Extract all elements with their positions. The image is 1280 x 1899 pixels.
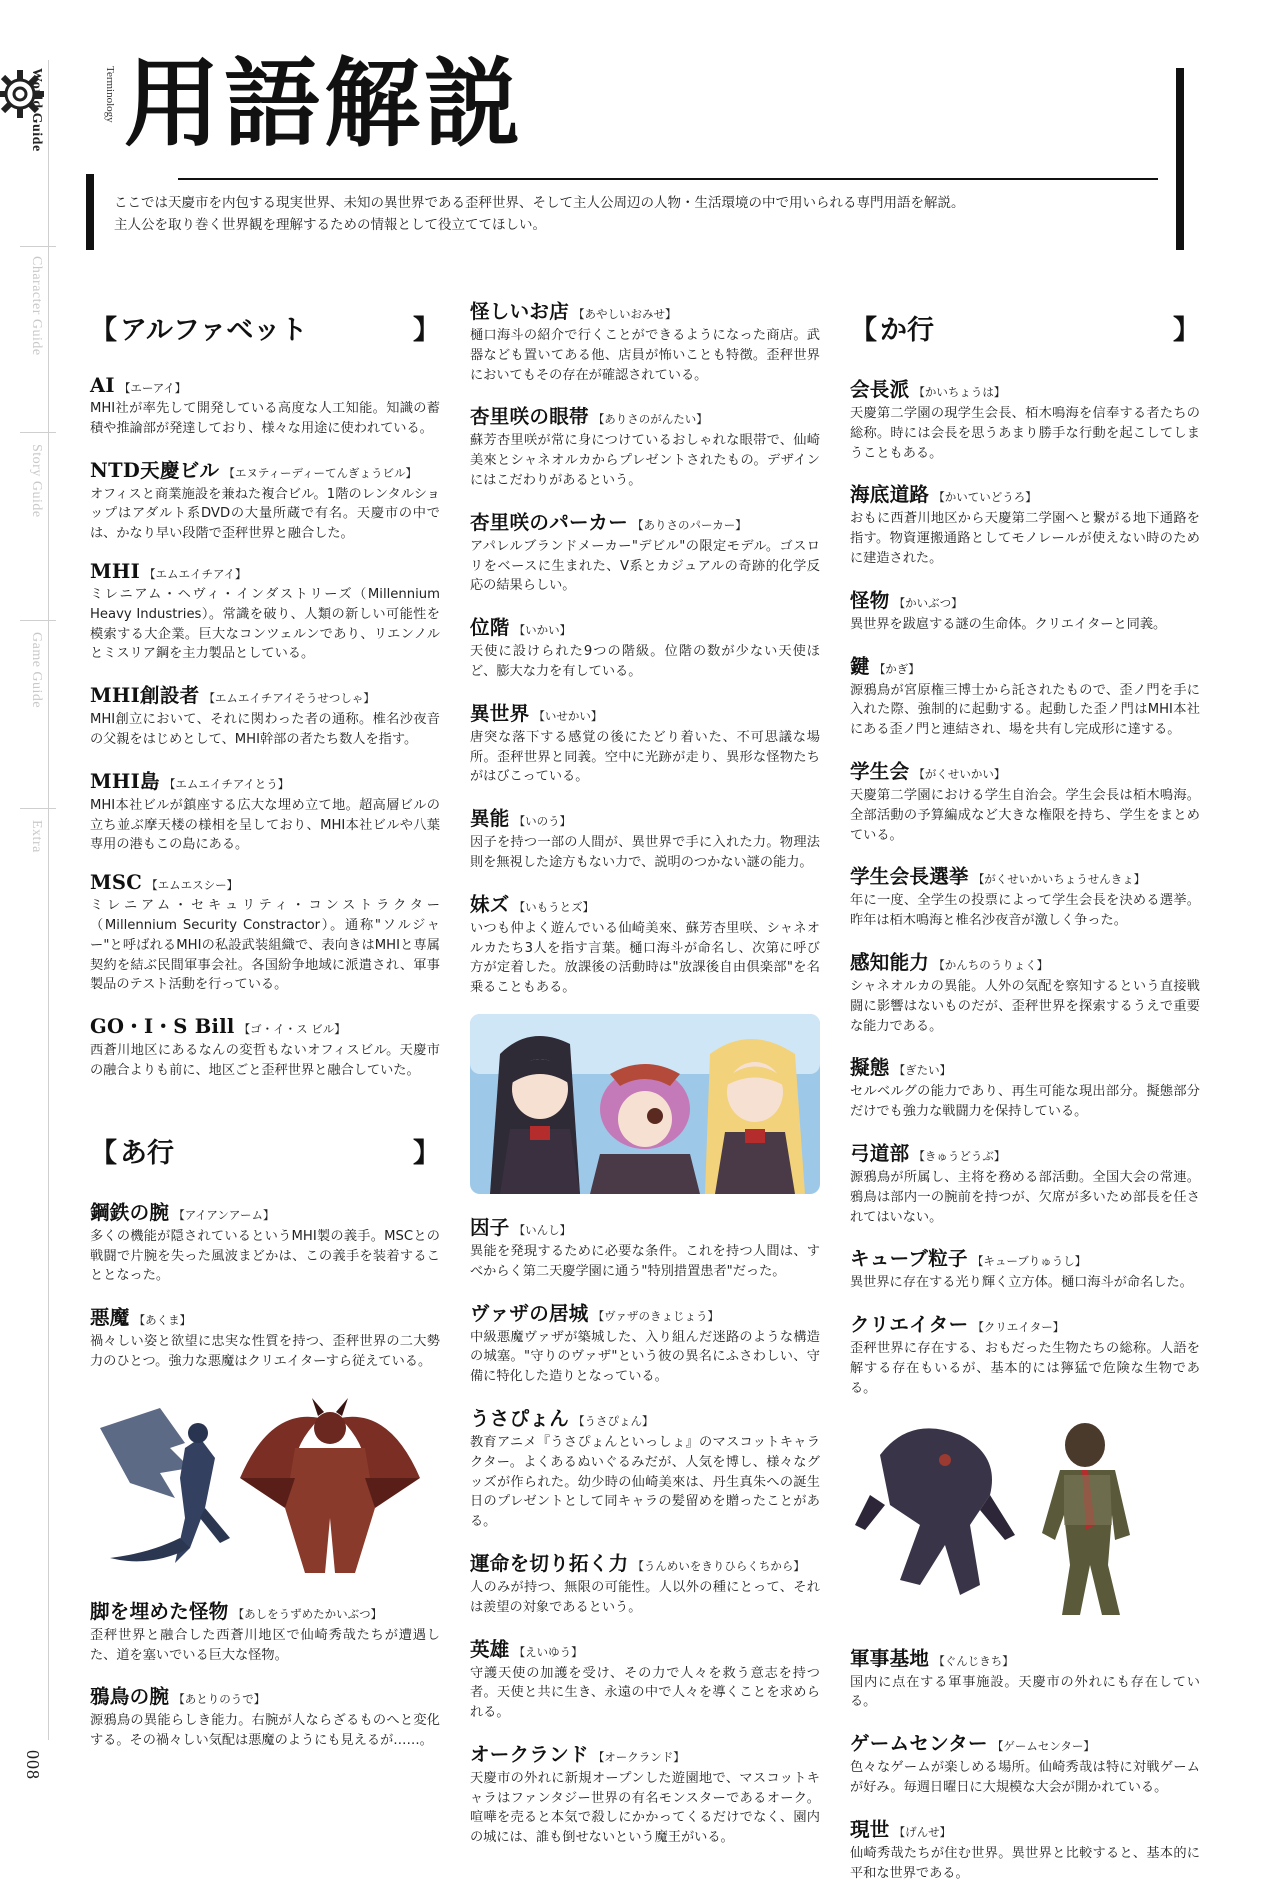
entry-description: セルベルグの能力であり、再生可能な現出部分。擬態部分だけでも強力な戦闘力を保持している。 [850, 1084, 1200, 1120]
term-list-col2-1 [470, 296, 820, 998]
entry-term: MHI [90, 559, 141, 583]
entry-reading: 【がくせいかいちょうせんきょ】 [972, 872, 1146, 887]
glossary-entry [470, 803, 820, 873]
entry-term: 鋼鉄の腕 [90, 1200, 170, 1224]
entry-description: MHI創立において、それに関わった者の通称。椎名沙夜音の父親をはじめとして、MHI幹部の者たち数人を指す。 [90, 712, 440, 747]
entry-heading [470, 1298, 820, 1326]
glossary-entry [470, 1739, 820, 1848]
entry-term: MHI島 [90, 769, 160, 793]
entry-term: 異能 [470, 807, 510, 831]
demon-illustration [90, 1388, 440, 1578]
entry-term: 怪物 [850, 588, 890, 612]
header-bar-left [86, 174, 94, 250]
entry-heading [850, 651, 1200, 679]
nav-character-guide[interactable]: Character Guide [29, 256, 44, 356]
term-list-col2-2 [470, 1212, 820, 1848]
entry-description: 源鴉鳥が所属し、主将を務める部活動。全国大会の常連。鴉鳥は部内一の腕前を持つが、欠席が多いため部長を任されてはいない。 [850, 1169, 1200, 1225]
entry-term: ヴァザの居城 [470, 1301, 589, 1325]
entry-reading: 【キューブりゅうし】 [971, 1254, 1087, 1269]
nav-world-guide[interactable]: World Guide [29, 68, 44, 152]
entry-reading: 【ぐんじきち】 [933, 1653, 1014, 1668]
entry-heading [850, 374, 1200, 402]
glossary-entry [470, 698, 820, 787]
entry-description: 蘇芳杏里咲が常に身につけているおしゃれな眼帯で、仙崎美來とシャネオルカからプレゼントされたもの。デザインにはこだわりがあるという。 [470, 433, 820, 488]
glossary-entry [90, 680, 440, 750]
entry-term: 妹ズ [470, 892, 510, 916]
entry-heading [90, 1197, 440, 1225]
entry-reading: 【うんめいをきりひらくちから】 [632, 1558, 805, 1573]
section-header-ka-row [850, 304, 1200, 344]
nav-game-guide[interactable]: Game Guide [29, 632, 44, 709]
entry-heading [470, 803, 820, 831]
entry-description: 源鴉鳥の異能らしき能力。右腕が人ならざるものへと変化する。その禍々しい気配は悪魔のようにも見えるが……。 [90, 1713, 440, 1749]
entry-heading [850, 861, 1200, 889]
entry-reading: 【かぎ】 [873, 661, 920, 676]
nav-divider [20, 432, 56, 433]
column-1 [90, 300, 440, 1767]
entry-description: 守護天使の加護を受け、その力で人々を救う意志を持つ者。天使と共に生き、永遠の中で人々を導くことを求められる。 [470, 1665, 820, 1721]
entry-description: ミレニアム・ヘヴィ・インダストリーズ（Millennium Heavy Industries）。常識を破り、人類の新しい可能性を模索する大企業。巨大なコンツェルンであり、リエンノルとミスリア鋼を主力製品としている。 [90, 586, 440, 662]
entry-heading [90, 680, 440, 708]
entry-heading [470, 1212, 820, 1240]
glossary-entry [470, 507, 820, 596]
entry-heading [850, 1728, 1200, 1756]
entry-term: 位階 [470, 616, 510, 640]
entry-heading [850, 1052, 1200, 1080]
entry-term: MHI創設者 [90, 684, 200, 708]
term-list-a-row-1 [90, 1197, 440, 1372]
entry-description: 西蒼川地区にあるなんの変哲もないオフィスビル。天慶市の融合よりも前に、地区ごと歪秤世界と融合していた。 [90, 1043, 440, 1078]
glossary-entry [850, 374, 1200, 463]
entry-term: ゲームセンター [850, 1732, 988, 1756]
entry-description: 因子を持つ一部の人間が、異世界で手に入れた力。物理法則を無視した途方もない力で、説明のつかない謎の能力。 [470, 835, 820, 870]
entry-term: 会長派 [850, 378, 910, 401]
entry-term: 感知能力 [850, 950, 930, 974]
entry-heading [850, 1309, 1200, 1337]
entry-heading [470, 889, 820, 917]
entry-reading: 【エムエイチアイ】 [144, 566, 247, 581]
page-title: 用語解説 [124, 47, 524, 160]
entry-reading: 【ありさのパーカー】 [632, 517, 747, 532]
entry-term: 杏里咲のパーカー [470, 510, 629, 534]
entry-term: 現世 [850, 1817, 890, 1841]
entry-reading: 【ゴ・イ・ス ビル】 [238, 1022, 346, 1037]
entry-reading: 【オークランド】 [592, 1749, 685, 1764]
entry-description: 仙崎秀哉たちが住む世界。異世界と比較すると、基本的に平和な世界である。 [850, 1845, 1200, 1881]
entry-term: 運命を切り拓く力 [470, 1551, 629, 1575]
entry-heading [90, 1302, 440, 1330]
entry-heading [470, 1548, 820, 1576]
entry-reading: 【あしをうずめたかいぶつ】 [232, 1606, 383, 1621]
entry-reading: 【かいていどうろ】 [933, 490, 1037, 505]
intro-line-1: ここでは天慶市を内包する現実世界、未知の異世界である歪秤世界、そして主人公周辺の人物・生活環境の中で用いられる専門用語を解説。 [114, 195, 965, 211]
glossary-entry [470, 1212, 820, 1282]
entry-description: 色々なゲームが楽しめる場所。仙崎秀哉は特に対戦ゲームが好み。毎週日曜日に大規模な大会が開かれている。 [850, 1760, 1200, 1795]
entry-description: 天慶第二学園の現学生会長、栢木鳴海を信奉する者たちの総称。時には会長を思うあまり勝手な行動を起こしてしまうこともある。 [850, 406, 1200, 461]
glossary-entry [90, 560, 440, 664]
entry-heading [90, 766, 440, 794]
entry-term: 軍事基地 [850, 1646, 930, 1670]
entry-description: いつも仲よく遊んでいる仙崎美來、蘇芳杏里咲、シャネオルカたち3人を指す言葉。樋口海斗が命名し、次第に呼び方が定着した。放課後の活動時は"放課後自由倶楽部"を名乗ることもある。 [470, 920, 820, 996]
glossary-entry [850, 1309, 1200, 1398]
entry-heading [470, 507, 820, 535]
entry-term: 悪魔 [90, 1306, 130, 1330]
entry-heading [90, 871, 440, 894]
bracket-close: 】 [413, 1137, 440, 1169]
entry-heading [470, 698, 820, 726]
entry-term: クリエイター [850, 1313, 969, 1337]
entry-term: 鍵 [850, 654, 870, 678]
bracket-open: 【 [90, 315, 117, 346]
entry-heading [90, 1596, 440, 1624]
entry-description: アパレルブランドメーカー"デビル"の限定モデル。ゴスロリをベースに生まれた、V系とカジュアルの奇跡的化学反応の結果らしい。 [470, 538, 820, 594]
entry-term: MSC [90, 871, 143, 895]
glossary-entry [470, 296, 820, 385]
bracket-close: 】 [413, 315, 440, 346]
glossary-entry [90, 1011, 440, 1081]
entry-term: 学生会長選挙 [850, 865, 969, 889]
column-3 [850, 300, 1200, 1899]
entry-reading: 【エムエスシー】 [146, 878, 239, 893]
glossary-entry [850, 1052, 1200, 1122]
term-list-ka-row-1 [850, 374, 1200, 1399]
entry-description: シャネオルカの異能。人外の気配を察知するという直接戦闘に影響はないものだが、歪秤世界を探索するうえで重要な能力である。 [850, 978, 1200, 1034]
entry-reading: 【あとりのうで】 [173, 1692, 266, 1707]
entry-reading: 【あくま】 [133, 1313, 192, 1328]
entry-term: 鴉鳥の腕 [90, 1685, 170, 1709]
entry-heading [850, 1814, 1200, 1842]
nav-divider [20, 808, 56, 809]
entry-term: オークランド [470, 1742, 589, 1766]
entry-description: オフィスと商業施設を兼ねた複合ビル。1階のレンタルショップはアダルト系DVDの大量所蔵で有名。天慶市の中では、かなり早い段階で歪秤世界と融合した。 [90, 486, 440, 542]
entry-heading [90, 560, 440, 583]
entry-term: 英雄 [470, 1637, 510, 1661]
nav-story-guide[interactable]: Story Guide [29, 444, 44, 518]
entry-reading: 【エヌティーディーてんぎょうビル】 [223, 465, 418, 480]
header-bar-right [1176, 68, 1184, 250]
entry-reading: 【クリエイター】 [972, 1320, 1065, 1335]
entry-description: 天使に設けられた9つの階級。位階の数が少ない天使ほど、膨大な力を有している。 [470, 644, 820, 679]
entry-reading: 【いせかい】 [533, 708, 603, 723]
zombie-man-image [1042, 1423, 1130, 1615]
entry-reading: 【ゲームセンター】 [991, 1739, 1095, 1754]
entry-term: 学生会 [850, 759, 910, 783]
nav-divider [20, 246, 56, 247]
term-list-ka-row-2 [850, 1643, 1200, 1884]
entry-term: 脚を埋めた怪物 [90, 1599, 229, 1623]
entry-reading: 【いかい】 [513, 623, 572, 638]
entry-heading [90, 1681, 440, 1709]
intro-text [114, 192, 1154, 237]
glossary-entry [90, 766, 440, 855]
glossary-entry [90, 455, 440, 544]
entry-reading: 【ぎたい】 [893, 1063, 952, 1078]
entry-term: AI [90, 374, 115, 397]
entry-description: 年に一度、全学生の投票によって学生会長を決める選挙。昨年は栢木鳴海と椎名沙夜音が激しく争った。 [850, 893, 1200, 929]
glossary-entry [470, 612, 820, 682]
glossary-entry [850, 1814, 1200, 1884]
section-title: か行 [880, 315, 934, 346]
entry-heading [90, 1011, 440, 1039]
entry-reading: 【かいぶつ】 [893, 595, 963, 610]
side-navigation [0, 60, 58, 1800]
glossary-entry [850, 1138, 1200, 1227]
entry-term: GO・I・S Bill [90, 1015, 235, 1039]
glossary-entry [850, 651, 1200, 740]
nav-extra[interactable]: Extra [29, 820, 44, 853]
entry-reading: 【いんし】 [513, 1222, 572, 1237]
entry-reading: 【ありさのがんたい】 [592, 412, 708, 427]
entry-reading: 【ヴァザのきょじょう】 [592, 1308, 719, 1323]
entry-description: おもに西蒼川地区から天慶第二学園へと繋がる地下通路を指す。物資運搬通路としてモノレールが使えない時のために建造された。 [850, 511, 1200, 566]
entry-description: 異世界を跋扈する謎の生命体。クリエイターと同義。 [850, 616, 1167, 632]
glossary-entry [90, 1596, 440, 1666]
entry-heading [470, 1739, 820, 1767]
term-list-a-row-2 [90, 1596, 440, 1751]
entry-description: 歪秤世界と融合した西蒼川地区で仙崎秀哉たちが遭遇した、道を塞いでいる巨大な怪物。 [90, 1627, 440, 1663]
glossary-entry [850, 947, 1200, 1036]
entry-heading [850, 1243, 1200, 1271]
entry-description: 天慶第二学園における学生自治会。学生会長は栢木鳴海。全部活動の予算編成など大きな権限を持ち、学生をまとめている。 [850, 787, 1200, 843]
glossary-entry [90, 1302, 440, 1372]
entry-description: 樋口海斗の紹介で行くことができるようになった商店。武器なども置いてある他、店員が怖いことも特徴。歪秤世界においてもその存在が確認されている。 [470, 328, 820, 383]
section-title: あ行 [120, 1137, 174, 1169]
glossary-entry [90, 1681, 440, 1751]
entry-reading: 【きゅうどうぶ】 [913, 1148, 1006, 1163]
section-header-alphabet [90, 304, 440, 344]
nav-divider [20, 620, 56, 621]
entry-reading: 【げんせ】 [893, 1824, 952, 1839]
header-rule [178, 178, 1158, 180]
entry-reading: 【エーアイ】 [118, 381, 187, 395]
entry-term: NTD天慶ビル [90, 458, 220, 482]
entry-term: うさぴょん [470, 1406, 570, 1430]
glossary-entry [850, 479, 1200, 568]
glossary-entry [850, 1728, 1200, 1798]
entry-description: 禍々しい姿と欲望に忠実な性質を持つ、歪秤世界の二大勢力のひとつ。強力な悪魔はクリエイターすら従えている。 [90, 1334, 440, 1369]
entry-reading: 【かんちのうりょく】 [933, 957, 1049, 972]
entry-description: 国内に点在する軍事施設。天慶市の外れにも存在している。 [850, 1674, 1200, 1710]
dark-creature-image [855, 1428, 1015, 1595]
term-list-alphabet [90, 374, 440, 1081]
entry-description: 中級悪魔ヴァザが築城した、入り組んだ迷路のような構造の城塞。"守りのヴァザ"という彼の異名にふさわしい、守備に特化した造りとなっている。 [470, 1329, 820, 1385]
entry-term: 因子 [470, 1215, 510, 1239]
intro-line-2: 主人公を取り巻く世界観を理解するための情報として役立ててほしい。 [114, 217, 546, 234]
entry-heading [850, 585, 1200, 613]
entry-heading [90, 455, 440, 483]
entry-term: 海底道路 [850, 483, 930, 507]
entry-description: 源鴉鳥が宮原権三博士から託されたもので、歪ノ門を手に入れた際、強制的に起動する。起動した歪ノ門はMHI本社にある歪ノ門と連結され、場を共有し完成形に達する。 [850, 682, 1200, 738]
column-2 [470, 296, 820, 1864]
entry-description: 異能を発現するために必要な条件。これを持つ人間は、すべからく第二天慶学園に通う"特別措置患者"だった。 [470, 1243, 820, 1279]
page-number: 008 [23, 1750, 43, 1780]
glossary-entry [470, 1634, 820, 1723]
entry-description: 教育アニメ『うさぴょんといっしょ』のマスコットキャラクター。よくあるぬいぐるみだが、人気を博し、様々なグッズが作られた。幼少時の仙崎美來は、丹生真朱への誕生日のプレゼントとして同キャラの髪留めを贈ったことがある。 [470, 1434, 820, 1530]
entry-reading: 【えいゆう】 [513, 1644, 583, 1659]
entry-reading: 【エムエイチアイそうせつしゃ】 [203, 691, 375, 706]
winged-demon-image [100, 1408, 230, 1563]
creature-illustration [850, 1415, 1200, 1625]
entry-description: ミレニアム・セキュリティ・コンストラクター（Millennium Security Constractor）。通称"ソルジャー"と呼ばれるMHIの私設武装組織で、表向きはMHIと専属契約を結ぶ民間軍事会社。各国紛争地域に派遣され、軍事製品のテスト活動を行っている。 [90, 898, 440, 993]
entry-heading [850, 756, 1200, 784]
entry-heading [90, 374, 440, 397]
entry-reading: 【いのう】 [513, 814, 572, 829]
entry-description: 天慶市の外れに新規オープンした遊園地で、マスコットキャラはファンタジー世界の有名モンスターであるオーク。喧嘩を売ると本気で殺しにかかってくるだけでなく、園内の城には、誰も倒せないという魔王がいる。 [470, 1770, 820, 1846]
glossary-entry [90, 871, 440, 995]
girl-dark-hair-image [490, 1036, 580, 1194]
entry-description: 異世界に存在する光り輝く立方体。樋口海斗が命名した。 [850, 1275, 1193, 1291]
entry-reading: 【がくせいかい】 [913, 766, 1006, 781]
glossary-entry [470, 401, 820, 490]
red-demon-image [240, 1398, 420, 1573]
glossary-entry [470, 1403, 820, 1532]
section-header-a-row [90, 1127, 440, 1167]
bracket-close: 】 [1173, 315, 1200, 346]
entry-heading [850, 1643, 1200, 1671]
entry-term: 杏里咲の眼帯 [470, 405, 589, 429]
entry-reading: 【エムエイチアイとう】 [163, 776, 290, 791]
entry-description: MHI本社ビルが鎮座する広大な埋め立て地。超高層ビルの立ち並ぶ摩天楼の様相を呈しており、MHI本社ビルや八葉専用の港もこの島にある。 [90, 797, 440, 853]
entry-heading [470, 612, 820, 640]
bracket-open: 【 [850, 315, 877, 346]
entry-description: 人のみが持つ、無限の可能性。人以外の種にとって、それは羨望の対象であるという。 [470, 1579, 820, 1615]
entry-term: 弓道部 [850, 1141, 910, 1165]
entry-heading [470, 296, 820, 324]
entry-heading [470, 1634, 820, 1662]
entry-reading: 【いもうとズ】 [513, 899, 595, 914]
entry-description: 歪秤世界に存在する、おもだった生物たちの総称。人語を解する存在もいるが、基本的には獰猛で危険な生物である。 [850, 1341, 1200, 1396]
entry-term: 怪しいお店 [470, 300, 570, 323]
glossary-entry [850, 756, 1200, 845]
glossary-entry [850, 861, 1200, 931]
entry-heading [850, 947, 1200, 975]
glossary-entry [850, 1243, 1200, 1293]
entry-reading: 【うさぴょん】 [573, 1413, 654, 1428]
sisters-illustration [470, 1014, 820, 1194]
entry-term: キューブ粒子 [850, 1247, 968, 1271]
entry-heading [470, 1403, 820, 1431]
entry-term: 擬態 [850, 1056, 890, 1080]
entry-reading: 【アイアンアーム】 [173, 1207, 275, 1222]
glossary-entry [470, 1298, 820, 1387]
entry-heading [850, 1138, 1200, 1166]
glossary-entry [850, 1643, 1200, 1713]
section-title: アルファベット [120, 315, 308, 346]
glossary-entry [90, 374, 440, 439]
entry-description: MHI社が率先して開発している高度な人工知能。知識の蓄積や推論部が発達しており、様々な用途に使われている。 [90, 401, 440, 436]
bracket-open: 【 [90, 1137, 117, 1169]
glossary-entry [470, 1548, 820, 1618]
side-divider [48, 60, 49, 1740]
girl-blonde-hair-image [705, 1039, 805, 1194]
entry-description: 多くの機能が隠されているというMHI製の義手。MSCとの戦闘で片腕を失った風波まどかは、この義手を装着することとなった。 [90, 1228, 440, 1284]
entry-heading [470, 401, 820, 429]
entry-term: 異世界 [470, 701, 530, 725]
terminology-label: Terminology [104, 66, 116, 123]
entry-reading: 【あやしいおみせ】 [573, 307, 677, 321]
glossary-entry [470, 889, 820, 998]
entry-heading [850, 479, 1200, 507]
glossary-entry [90, 1197, 440, 1286]
glossary-entry [850, 585, 1200, 635]
entry-description: 唐突な落下する感覚の後にたどり着いた、不可思議な場所。歪秤世界と同義。空中に光跡が走り、異形な怪物たちがはびこっている。 [470, 729, 820, 785]
entry-reading: 【かいちょうは】 [913, 385, 1006, 399]
